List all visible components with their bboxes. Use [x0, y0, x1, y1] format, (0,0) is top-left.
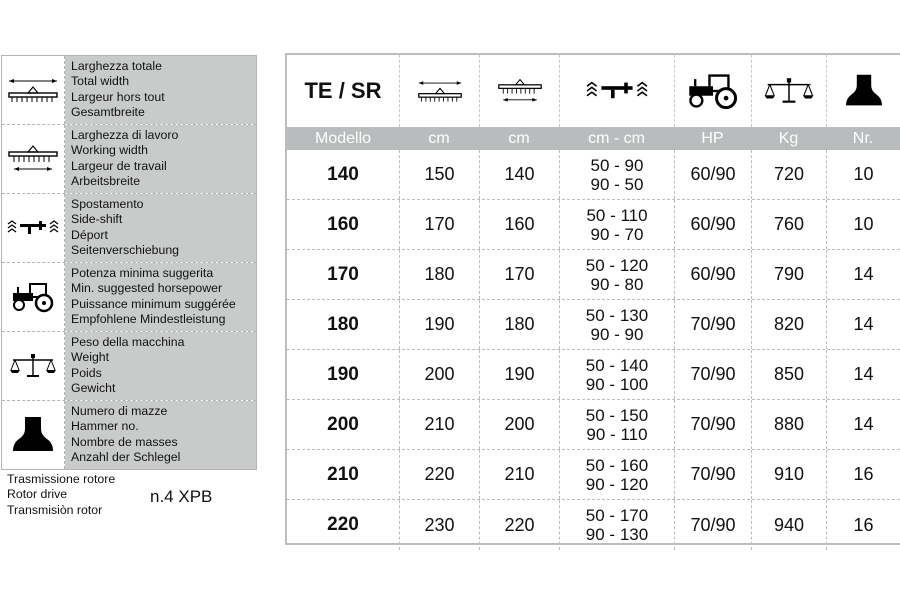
legend-text-line: Empfohlene Mindestleistung [71, 312, 226, 327]
units-row [287, 127, 900, 150]
legend-text-line: Larghezza totale [71, 59, 162, 73]
legend-text-line: Nombre de masses [71, 434, 178, 449]
cell-side-shift-max: 90 - 110 [586, 424, 648, 444]
cell-total-width: 170 [399, 200, 479, 249]
cell-side-shift [559, 200, 674, 249]
cell-horsepower: 70/90 [674, 400, 751, 449]
cell-working-width: 180 [479, 300, 559, 349]
legend-row-weight [2, 332, 256, 401]
cell-side-shift [559, 450, 674, 499]
legend-text-line: Déport [71, 227, 108, 242]
cell-weight: 720 [751, 150, 826, 199]
legend-text-line: Total width [71, 74, 130, 89]
cell-model: 200 [327, 413, 359, 435]
cell-side-shift-min: 50 - 90 [590, 155, 644, 175]
cell-hammers: 14 [826, 300, 900, 349]
legend [1, 55, 257, 470]
legend-text-line: Larghezza di lavoro [71, 128, 179, 142]
cell-hammers: 16 [826, 500, 900, 550]
cell-side-shift [559, 350, 674, 399]
cell-working-width: 140 [479, 150, 559, 199]
legend-text-line: Potenza minima suggerita [71, 266, 214, 280]
cell-side-shift [559, 150, 674, 199]
cell-hammers: 10 [826, 150, 900, 199]
cell-working-width: 190 [479, 350, 559, 399]
cell-side-shift-min: 50 - 130 [585, 305, 649, 325]
cell-side-shift [559, 300, 674, 349]
cell-hammers: 10 [826, 200, 900, 249]
legend-text-line: Numero di mazze [71, 404, 168, 418]
cell-working-width: 200 [479, 400, 559, 449]
cell-weight: 910 [751, 450, 826, 499]
legend-text-line: Arbeitsbreite [71, 174, 141, 189]
cell-side-shift-min: 50 - 140 [585, 355, 649, 375]
cell-total-width: 210 [399, 400, 479, 449]
cell-model: 170 [327, 263, 359, 285]
legend-text-line: Puissance minimum suggérée [71, 296, 236, 311]
cell-weight: 850 [751, 350, 826, 399]
cell-side-shift-min: 50 - 160 [585, 455, 649, 475]
legend-text-line: Side-shift [71, 212, 123, 227]
cell-hammers: 16 [826, 450, 900, 499]
cell-weight: 880 [751, 400, 826, 449]
table-row [287, 300, 900, 350]
cell-side-shift-min: 50 - 110 [586, 205, 648, 225]
total-width-icon [399, 55, 479, 127]
cell-side-shift-max: 90 - 50 [590, 174, 644, 194]
cell-working-width: 170 [479, 250, 559, 299]
cell-horsepower: 70/90 [674, 450, 751, 499]
cell-working-width: 210 [479, 450, 559, 499]
legend-row-side-shift [2, 194, 256, 263]
legend-row-total-width [2, 56, 256, 125]
table-header [287, 55, 900, 127]
unit-horsepower: HP [701, 129, 724, 147]
cell-total-width: 220 [399, 450, 479, 499]
cell-hammers: 14 [826, 250, 900, 299]
cell-side-shift [559, 250, 674, 299]
legend-text-line: Gewicht [71, 381, 116, 396]
legend-text-line: Spostamento [71, 197, 144, 211]
cell-side-shift-max: 90 - 70 [590, 224, 644, 244]
legend-text-line: Anzahl der Schlegel [71, 450, 181, 465]
cell-horsepower: 60/90 [674, 150, 751, 199]
cell-horsepower: 70/90 [674, 350, 751, 399]
side-shift-icon [2, 194, 65, 262]
cell-total-width: 150 [399, 150, 479, 199]
table-row [287, 350, 900, 400]
cell-model: 140 [327, 163, 359, 185]
tractor-icon [2, 263, 65, 331]
hammer-icon [2, 401, 65, 469]
cell-model: 160 [327, 213, 359, 235]
table-row [287, 450, 900, 500]
cell-weight: 940 [751, 500, 826, 550]
table-row [287, 250, 900, 300]
legend-row-working-width [2, 125, 256, 194]
legend-text-line: Working width [71, 143, 148, 158]
spec-table [285, 53, 900, 545]
cell-side-shift-max: 90 - 90 [590, 324, 644, 344]
cell-working-width: 160 [479, 200, 559, 249]
cell-total-width: 230 [399, 500, 479, 550]
cell-horsepower: 60/90 [674, 250, 751, 299]
legend-row-tractor [2, 263, 256, 332]
unit-side-shift: cm - cm [588, 129, 645, 147]
legend-text-line: Weight [71, 350, 110, 365]
unit-weight: Kg [778, 129, 799, 147]
working-width-icon [2, 125, 65, 193]
working-width-icon [479, 55, 559, 127]
weight-scale-icon [751, 55, 826, 127]
cell-weight: 760 [751, 200, 826, 249]
cell-weight: 790 [751, 250, 826, 299]
rotor-text-line: Rotor drive [7, 487, 68, 502]
cell-side-shift-min: 50 - 120 [585, 255, 649, 275]
cell-horsepower: 70/90 [674, 300, 751, 349]
table-body [287, 150, 900, 550]
cell-side-shift-min: 50 - 150 [585, 405, 649, 425]
table-title: TE / SR [304, 78, 382, 103]
cell-horsepower: 60/90 [674, 200, 751, 249]
cell-working-width: 220 [479, 500, 559, 550]
legend-text-line: Poids [71, 365, 102, 380]
cell-total-width: 180 [399, 250, 479, 299]
table-row [287, 200, 900, 250]
unit-working-width: cm [508, 129, 530, 147]
total-width-icon [2, 56, 65, 124]
legend-text-line: Peso della macchina [71, 335, 185, 349]
legend-row-hammers [2, 401, 256, 469]
cell-side-shift-max: 90 - 100 [585, 374, 649, 394]
weight-scale-icon [2, 332, 65, 400]
cell-weight: 820 [751, 300, 826, 349]
rotor-text-line: Transmisiòn rotor [7, 502, 103, 517]
legend-text-line: Largeur hors tout [71, 89, 165, 104]
cell-hammers: 14 [826, 400, 900, 449]
legend-text-line: Hammer no. [71, 419, 139, 434]
cell-side-shift [559, 500, 674, 550]
table-row [287, 150, 900, 200]
cell-side-shift-max: 90 - 130 [585, 525, 649, 544]
cell-hammers: 14 [826, 350, 900, 399]
table-row [287, 400, 900, 450]
legend-text-line: Seitenverschiebung [71, 243, 180, 258]
cell-model: 220 [327, 514, 359, 535]
rotor-drive-label [7, 472, 115, 518]
unit-model: Modello [314, 129, 372, 147]
cell-total-width: 190 [399, 300, 479, 349]
rotor-text-line: Trasmissione rotore [7, 472, 116, 486]
rotor-drive-value: n.4 XPB [150, 487, 213, 506]
cell-side-shift-max: 90 - 120 [585, 474, 649, 494]
unit-hammers: Nr. [852, 129, 874, 147]
cell-horsepower: 70/90 [674, 500, 751, 550]
table-row [287, 500, 900, 550]
cell-side-shift [559, 400, 674, 449]
cell-model: 210 [327, 463, 359, 485]
legend-text-line: Largeur de travail [71, 158, 167, 173]
cell-total-width: 200 [399, 350, 479, 399]
tractor-icon [674, 55, 751, 127]
cell-side-shift-max: 90 - 80 [590, 274, 644, 294]
side-shift-icon [559, 55, 674, 127]
cell-model: 190 [327, 363, 359, 385]
hammer-icon [826, 55, 900, 127]
legend-text-line: Min. suggested horsepower [71, 281, 223, 296]
legend-text-line: Gesamtbreite [71, 105, 145, 120]
cell-side-shift-min: 50 - 170 [585, 506, 649, 525]
unit-total-width: cm [428, 129, 450, 147]
cell-model: 180 [327, 313, 359, 335]
